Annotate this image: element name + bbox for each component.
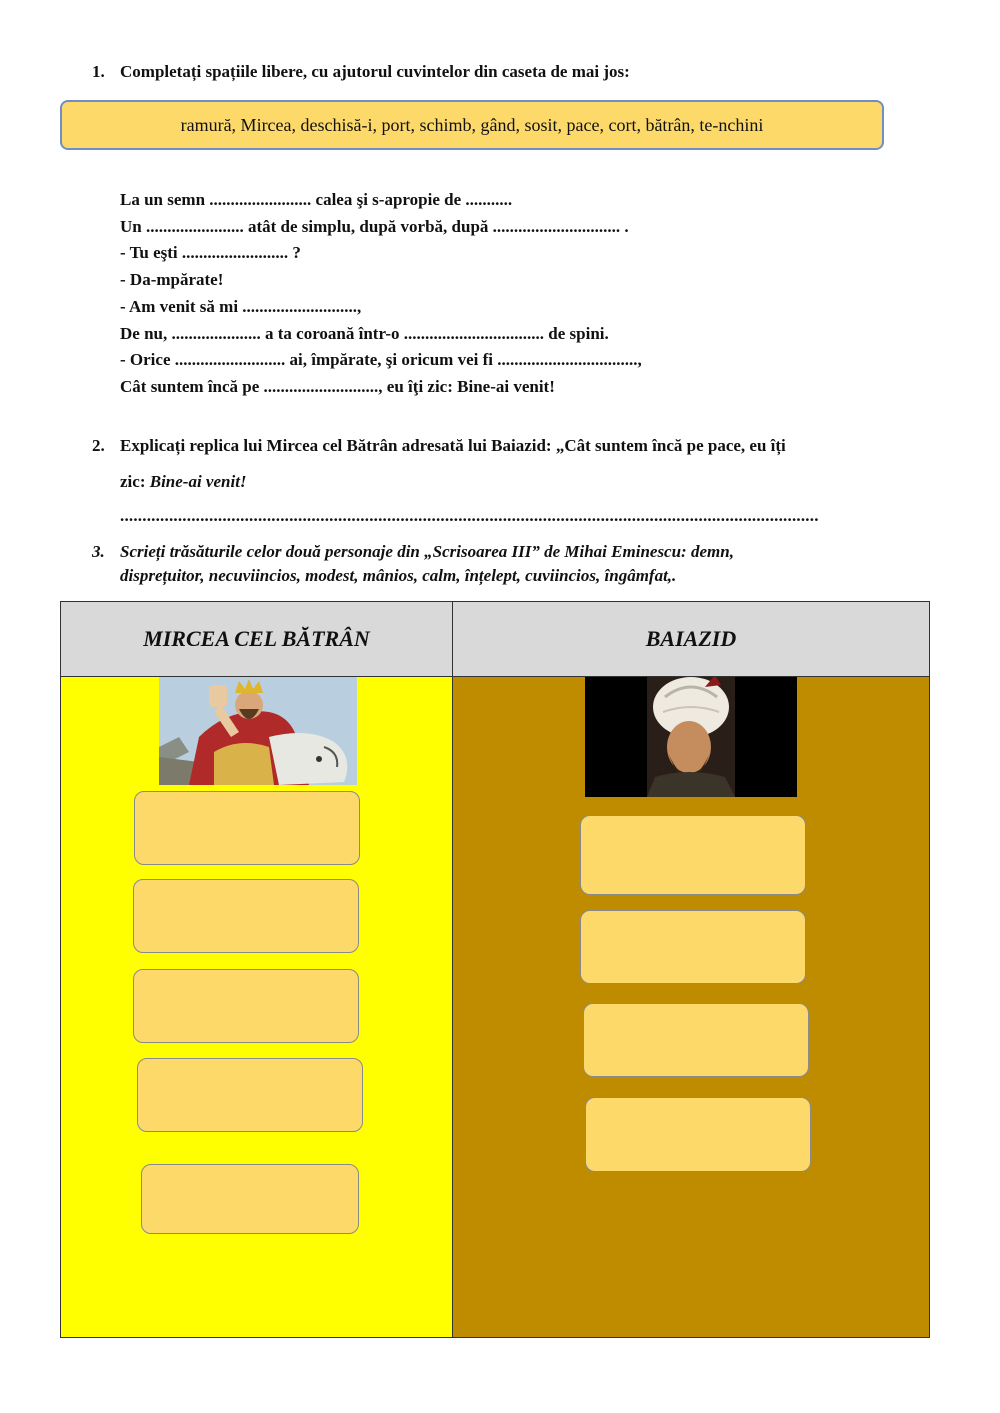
poem-line: - Tu eşti ......................... ? [120,243,301,263]
poem-line: Un ....................... atât de simplu, după vorbă, după .............................. . [120,216,629,236]
mircea-trait-box-4[interactable] [137,1058,363,1132]
word-bank-text: ramură, Mircea, deschisă-i, port, schimb, gând, sosit, pace, cort, bătrân, te-nchini [180,114,764,135]
column-baiazid [453,677,929,1337]
question-3-title [92,540,912,588]
baiazid-trait-box-4[interactable] [585,1097,811,1172]
mircea-trait-box-3[interactable] [133,969,359,1043]
question-2-continuation [120,472,247,492]
question-1-text: Completați spațiile libere, cu ajutorul cuvintelor din caseta de mai jos: [120,62,630,81]
question-1-title [92,62,630,82]
question-2-text-cont: zic: [120,472,150,491]
column-mircea [61,677,453,1337]
question-2-answer-line[interactable]: ............................................................................................................................................................. [120,506,819,525]
baiazid-trait-box-2[interactable] [580,910,806,984]
header-mircea: MIRCEA CEL BĂTRÂN [61,602,453,677]
poem-line: - Orice .......................... ai, împărate, şi oricum vei fi ................................., [120,350,642,370]
poem-line: Cât suntem încă pe ..........................., eu îţi zic: Bine-ai venit! [120,376,555,396]
poem-fill-in [120,187,642,401]
mircea-trait-box-5[interactable] [141,1164,359,1234]
poem-line: De nu, ..................... a ta coroană într-o ................................. de spini. [120,323,609,343]
mircea-trait-box-1[interactable] [134,791,360,865]
baiazid-trait-box-1[interactable] [580,815,806,895]
traits-table [60,601,930,1338]
baiazid-trait-box-3[interactable] [583,1003,809,1077]
question-2-number: 2. [92,436,105,455]
question-3-number: 3. [92,542,105,561]
question-2-text-italic: Bine-ai venit! [149,472,247,491]
question-3-text-cont: disprețuitor, necuviincios, modest, mânios, calm, înțelept, cuviincios, îngâmfat,. [120,566,677,585]
question-2-title [92,436,932,456]
poem-line: - Da-mpărate! [120,270,224,290]
question-2-text: Explicați replica lui Mircea cel Bătrân adresată lui Baiazid: „Cât suntem încă pe pace, eu îți [120,436,786,455]
mircea-portrait [159,677,357,785]
word-bank [60,100,884,150]
baiazid-portrait [585,677,797,797]
header-baiazid: BAIAZID [453,602,929,677]
poem-line: La un semn ........................ calea şi s-apropie de ........... [120,190,513,209]
poem-line: - Am venit să mi ..........................., [120,296,362,316]
question-1-number: 1. [92,62,105,81]
question-3-text: Scrieți trăsăturile celor două personaje din „Scrisoarea III” de Mihai Eminescu: demn, [120,542,734,561]
mircea-trait-box-2[interactable] [133,879,359,953]
